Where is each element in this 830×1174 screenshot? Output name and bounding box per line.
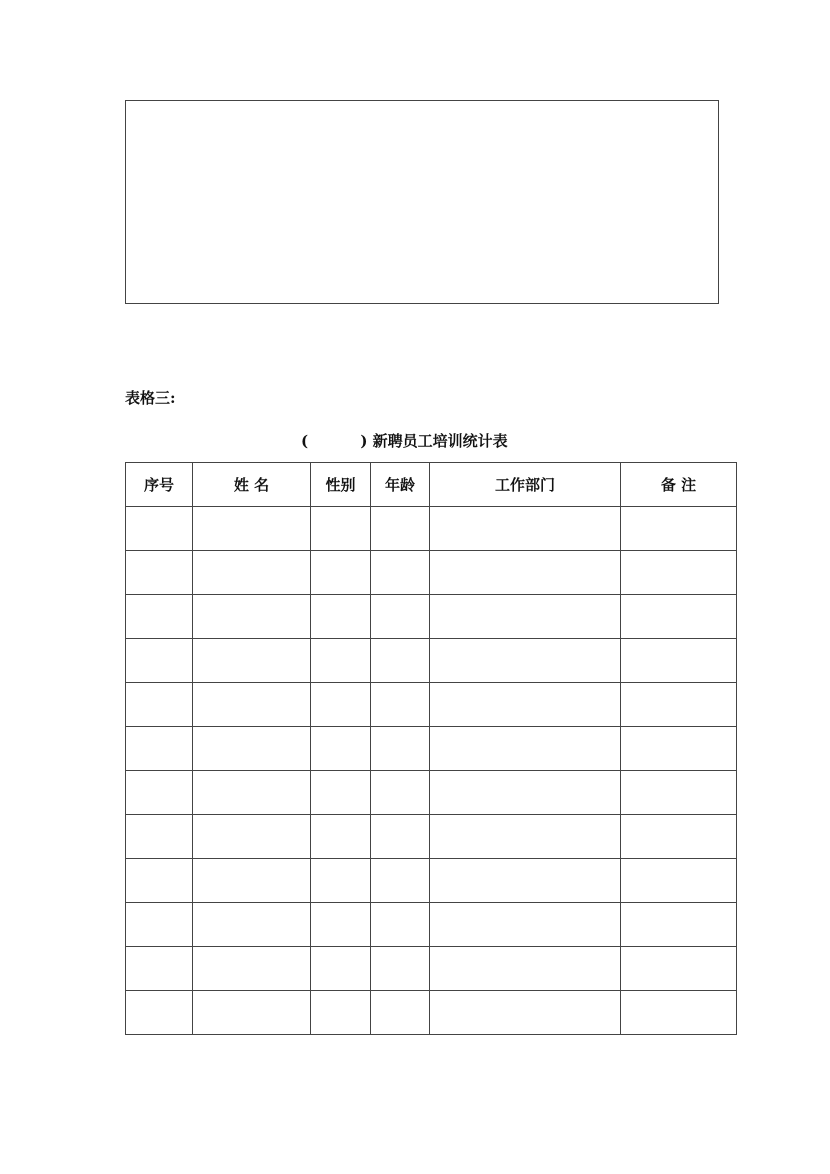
- cell-name: [193, 903, 311, 947]
- cell-remarks: [621, 551, 737, 595]
- cell-age: [371, 903, 430, 947]
- empty-content-box: [125, 100, 719, 304]
- header-remarks: 备 注: [621, 463, 737, 507]
- cell-age: [371, 639, 430, 683]
- cell-remarks: [621, 815, 737, 859]
- cell-department: [430, 551, 621, 595]
- header-gender: 性别: [311, 463, 371, 507]
- cell-index: [126, 903, 193, 947]
- cell-department: [430, 639, 621, 683]
- table-row: [126, 727, 737, 771]
- table-row: [126, 815, 737, 859]
- table-row: [126, 595, 737, 639]
- cell-age: [371, 551, 430, 595]
- cell-department: [430, 859, 621, 903]
- section-label: 表格三:: [125, 389, 176, 407]
- cell-name: [193, 595, 311, 639]
- cell-gender: [311, 551, 371, 595]
- cell-age: [371, 595, 430, 639]
- cell-department: [430, 595, 621, 639]
- cell-index: [126, 507, 193, 551]
- cell-index: [126, 595, 193, 639]
- cell-remarks: [621, 727, 737, 771]
- cell-remarks: [621, 639, 737, 683]
- cell-age: [371, 815, 430, 859]
- table-row: [126, 991, 737, 1035]
- training-statistics-table: [125, 462, 737, 1035]
- cell-name: [193, 815, 311, 859]
- cell-department: [430, 815, 621, 859]
- cell-name: [193, 639, 311, 683]
- cell-index: [126, 639, 193, 683]
- cell-remarks: [621, 683, 737, 727]
- table-row: [126, 507, 737, 551]
- cell-gender: [311, 507, 371, 551]
- cell-age: [371, 727, 430, 771]
- cell-age: [371, 947, 430, 991]
- header-department: 工作部门: [430, 463, 621, 507]
- table-title: ( ) 新聘员工培训统计表: [301, 432, 508, 450]
- table-body: [126, 507, 737, 1035]
- table-header-row: [126, 463, 737, 507]
- cell-gender: [311, 815, 371, 859]
- cell-name: [193, 551, 311, 595]
- cell-department: [430, 683, 621, 727]
- header-index: 序号: [126, 463, 193, 507]
- cell-name: [193, 859, 311, 903]
- cell-department: [430, 507, 621, 551]
- cell-index: [126, 947, 193, 991]
- cell-name: [193, 771, 311, 815]
- cell-gender: [311, 639, 371, 683]
- cell-remarks: [621, 859, 737, 903]
- cell-gender: [311, 683, 371, 727]
- cell-gender: [311, 595, 371, 639]
- cell-remarks: [621, 903, 737, 947]
- table-row: [126, 771, 737, 815]
- cell-remarks: [621, 507, 737, 551]
- cell-gender: [311, 859, 371, 903]
- cell-age: [371, 683, 430, 727]
- cell-gender: [311, 727, 371, 771]
- cell-department: [430, 903, 621, 947]
- cell-index: [126, 771, 193, 815]
- cell-gender: [311, 991, 371, 1035]
- table-row: [126, 947, 737, 991]
- cell-index: [126, 815, 193, 859]
- header-age: 年龄: [371, 463, 430, 507]
- cell-remarks: [621, 991, 737, 1035]
- cell-index: [126, 991, 193, 1035]
- cell-department: [430, 947, 621, 991]
- cell-index: [126, 859, 193, 903]
- cell-gender: [311, 771, 371, 815]
- cell-age: [371, 991, 430, 1035]
- cell-department: [430, 991, 621, 1035]
- cell-index: [126, 551, 193, 595]
- cell-name: [193, 507, 311, 551]
- cell-name: [193, 947, 311, 991]
- table-row: [126, 639, 737, 683]
- table-row: [126, 859, 737, 903]
- cell-age: [371, 771, 430, 815]
- cell-index: [126, 683, 193, 727]
- cell-gender: [311, 903, 371, 947]
- cell-name: [193, 727, 311, 771]
- cell-age: [371, 507, 430, 551]
- table-row: [126, 903, 737, 947]
- cell-name: [193, 991, 311, 1035]
- table-row: [126, 551, 737, 595]
- cell-index: [126, 727, 193, 771]
- cell-remarks: [621, 595, 737, 639]
- cell-name: [193, 683, 311, 727]
- table-row: [126, 683, 737, 727]
- cell-gender: [311, 947, 371, 991]
- cell-age: [371, 859, 430, 903]
- cell-department: [430, 771, 621, 815]
- header-name: 姓 名: [193, 463, 311, 507]
- cell-remarks: [621, 947, 737, 991]
- cell-department: [430, 727, 621, 771]
- cell-remarks: [621, 771, 737, 815]
